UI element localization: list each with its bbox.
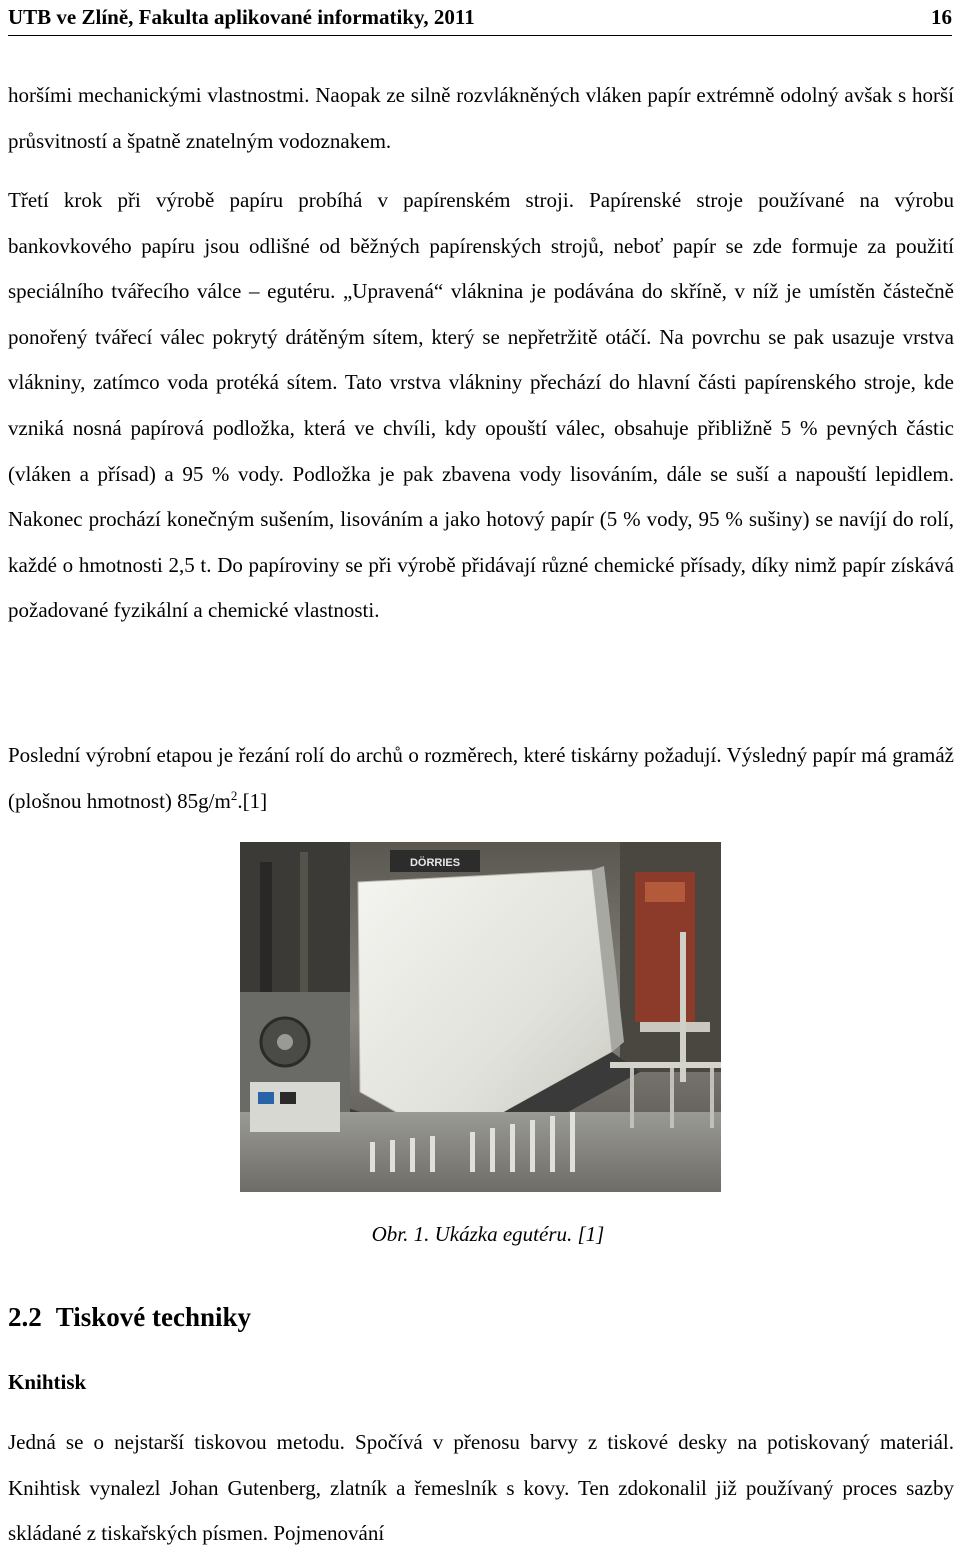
section-title: Tiskové techniky [55, 1302, 252, 1332]
paragraph-2: Třetí krok při výrobě papíru probíhá v papírenském stroji. Papírenské stroje používané na výrobu bankovkového papíru jsou odlišné od běžných papírenských strojů, neboť papír se zde formuje za použití speciálního tvářecího válce – egutéru. „Upravená“ vláknina je podávána do skříně, v níž je umístěn částečně ponořený tvářecí válec pokrytý drátěným sítem, který se nepřetržitě otáčí. Na povrchu se pak usazuje vrstva vlákniny, zatímco voda protéká sítem. Tato vrstva vlákniny přechází do hlavní části papírenského stroje, kde vzniká nosná papírová podložka, která ve chvíli, kdy opouští válec, obsahuje přibližně 5 % pevných částic (vláken a přísad) a 95 % vody. Podložka je pak zbavena vody lisováním, dále se suší a napouští lepidlem. Nakonec prochází konečným sušením, lisováním a jako hotový papír (5 % vody, 95 % sušiny) se navíjí do rolí, každé o hmotnosti 2,5 t. Do papíroviny se při výrobě přidávají různé chemické přísady, díky nimž papír získává požadované fyzikální a chemické vlastnosti. [8, 188, 954, 623]
page-header [8, 0, 952, 36]
subsection-heading: Knihtisk [8, 1370, 87, 1394]
paragraph-3-text: Poslední výrobní etapou je řezání rolí do archů o rozměrech, které tiskárny požadují. Výsledný papír má gramáž (plošnou hmotnost) 85g/m [8, 743, 954, 813]
page-number: 16 [931, 5, 952, 29]
paragraph-3 [8, 733, 954, 824]
section-heading [8, 1302, 251, 1333]
superscript-exponent: 2 [230, 787, 238, 803]
section-number: 2.2 [8, 1302, 42, 1332]
header-title: UTB ve Zlíně, Fakulta aplikované informatiky, 2011 [8, 5, 475, 29]
figure-caption: Obr. 1. Ukázka egutéru. [1] [371, 1222, 605, 1246]
egutor-photo [240, 842, 721, 1192]
paragraph-1: horšími mechanickými vlastnostmi. Naopak ze silně rozvlákněných vláken papír extrémně odolný avšak s horší průsvitností a špatně znatelným vodoznakem. [8, 83, 954, 153]
paragraph-4: Jedná se o nejstarší tiskovou metodu. Spočívá v přenosu barvy z tiskové desky na potiskovaný materiál. Knihtisk vynalezl Johan Gutenberg, zlatník a řemeslník s kovy. Ten zdokonalil již používaný proces sazby skládané z tiskařských písmen. Pojmenování [8, 1430, 954, 1546]
paragraph-3-citation: .[1] [237, 788, 268, 813]
machine-label: DÖRRIES [409, 857, 461, 869]
